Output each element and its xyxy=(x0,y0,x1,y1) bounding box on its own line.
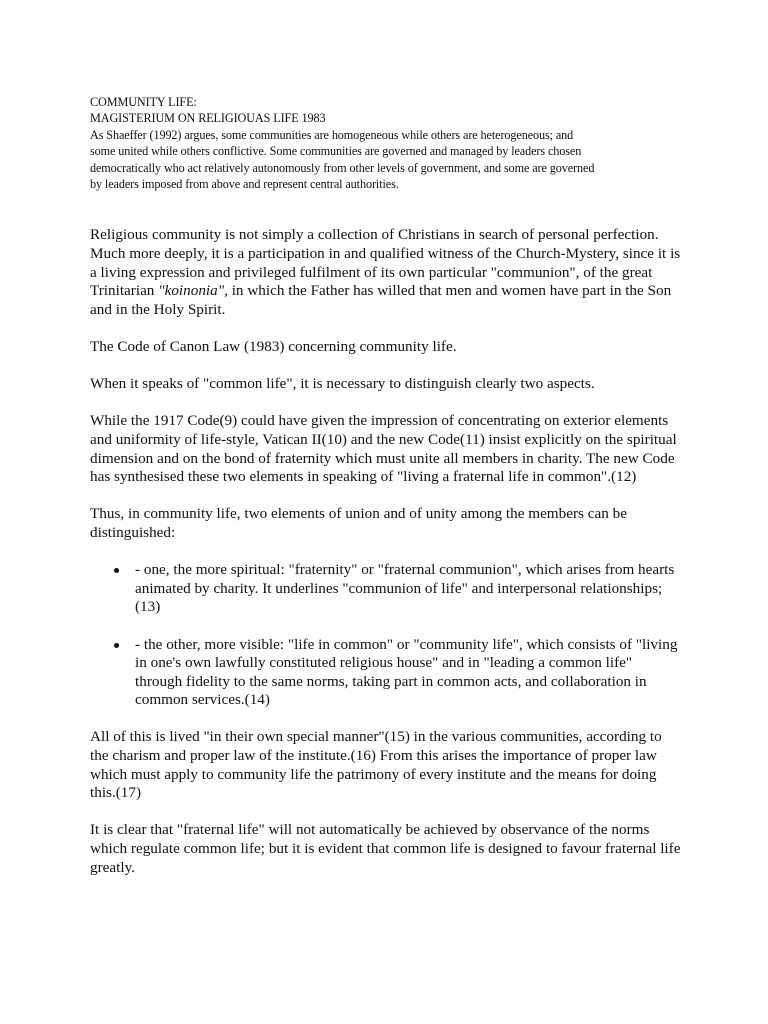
paragraph-line: greatly. xyxy=(90,858,135,876)
bullet-icon xyxy=(114,643,119,648)
paragraph-1917-code xyxy=(90,412,690,486)
intro-line: As Shaeffer (1992) argues, some communities are homogeneous while others are heterogeneous; and xyxy=(90,127,574,142)
bullet-line: in one's own lawfully constituted religious house" and in "leading a common life" xyxy=(135,654,633,672)
paragraph-line: a living expression and privileged fulfilment of its own particular "communion", of the great xyxy=(90,263,653,281)
paragraph-line: All of this is lived "in their own special manner"(15) in the various communities, according to xyxy=(90,728,662,746)
paragraph-line: has synthesised these two elements in speaking of "living a fraternal life in common".(12) xyxy=(90,468,637,486)
paragraph-line: distinguished: xyxy=(90,523,176,541)
document-subtitle: MAGISTERIUM ON RELIGIOUAS LIFE 1983 xyxy=(90,111,326,126)
bullet-line: (13) xyxy=(135,598,161,616)
paragraph-line: Religious community is not simply a collection of Christians in search of personal perfection. xyxy=(90,226,659,244)
bullet-line: through fidelity to the same norms, taking part in common acts, and collaboration in xyxy=(135,672,647,690)
list-item xyxy=(90,561,690,617)
paragraph-line: Much more deeply, it is a participation in and qualified witness of the Church-Mystery, since it is xyxy=(90,245,681,263)
paragraph-line: and uniformity of life-style, Vatican II(10) and the new Code(11) insist explicitly on the spiritual xyxy=(90,430,677,448)
paragraph-line: It is clear that "fraternal life" will not automatically be achieved by observance of the norms xyxy=(90,821,650,839)
koinonia-emphasis: "koinonia", xyxy=(158,282,228,300)
bullet-line: animated by charity. It underlines "communion of life" and interpersonal relationships; xyxy=(135,579,663,597)
bullet-line: - the other, more visible: "life in common" or "community life", which consists of "living xyxy=(135,635,678,653)
document-header xyxy=(90,94,690,192)
list-item xyxy=(90,636,690,710)
paragraph-special-manner xyxy=(90,728,690,802)
paragraph-line: dimension and on the bond of fraternity which must unite all members in charity. The new Code xyxy=(90,449,675,467)
paragraph-line: in which the Father has willed that men and women have part in the Son xyxy=(227,282,672,300)
paragraph-fraternal-life xyxy=(90,821,690,877)
paragraph-line: While the 1917 Code(9) could have given the impression of concentrating on exterior elements xyxy=(90,412,669,430)
paragraph-line: this.(17) xyxy=(90,784,142,802)
bullet-line: - one, the more spiritual: "fraternity" or "fraternal communion", which arises from hearts xyxy=(135,561,675,579)
bullet-icon xyxy=(114,568,119,573)
intro-line: some united while others conflictive. Some communities are governed and managed by leaders chosen xyxy=(90,144,582,159)
paragraph-line: the charism and proper law of the institute.(16) From this arises the importance of proper law xyxy=(90,747,657,765)
paragraph-line: which regulate common life; but it is evident that common life is designed to favour fraternal life xyxy=(90,840,681,858)
bullet-list xyxy=(90,561,690,710)
paragraph-line: Trinitarian xyxy=(90,282,159,300)
paragraph-line: and in the Holy Spirit. xyxy=(90,300,226,318)
paragraph-religious-community xyxy=(90,226,690,319)
paragraph-line: which must apply to community life the patrimony of every institute and the means for doing xyxy=(90,765,657,783)
paragraph-line: Thus, in community life, two elements of union and of unity among the members can be xyxy=(90,505,627,523)
intro-line: democratically who act relatively autonomously from other levels of government, and some are governed xyxy=(90,160,595,175)
document-page xyxy=(90,94,690,877)
bullet-line: common services.(14) xyxy=(135,691,270,709)
paragraph-common-life-aspects: When it speaks of "common life", it is necessary to distinguish clearly two aspects. xyxy=(90,375,595,393)
document-title: COMMUNITY LIFE: xyxy=(90,95,197,109)
intro-line: by leaders imposed from above and represent central authorities. xyxy=(90,177,399,192)
document-body xyxy=(90,226,690,877)
paragraph-two-elements xyxy=(90,505,690,542)
paragraph-code-of-canon-law: The Code of Canon Law (1983) concerning community life. xyxy=(90,338,457,355)
